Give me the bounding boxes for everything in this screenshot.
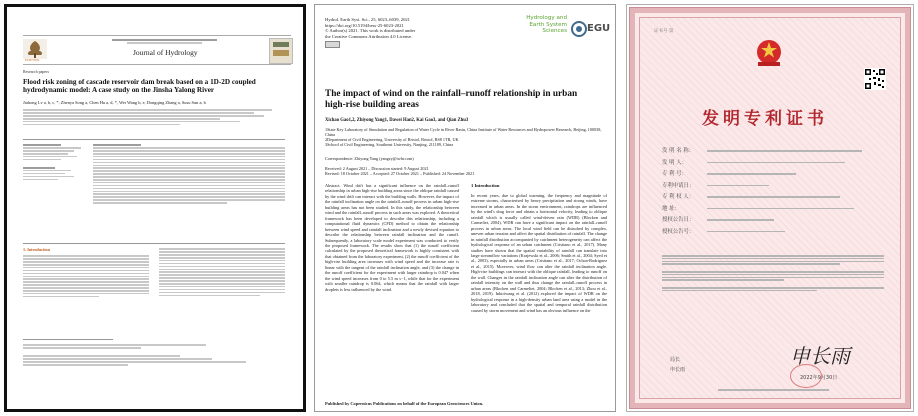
hess-paper-page[interactable] <box>314 4 616 412</box>
director-name: 申长雨 <box>670 367 686 373</box>
article-info-column <box>23 143 87 181</box>
field-row: 专 利 权 人： <box>662 194 695 200</box>
journal-cover-thumbnail <box>269 38 293 64</box>
certificate-number: 证书号 第 <box>654 29 674 34</box>
header-line: https://doi.org/10.5194/hess-25-6023-2021 <box>325 22 404 28</box>
field-row: 授权公告日： <box>662 217 695 223</box>
director-signature: 申长雨 <box>790 344 850 368</box>
header-line: © Author(s) 2021. This work is distributed under <box>325 28 416 34</box>
elsevier-logo <box>23 39 47 59</box>
field-row: 发 明 名 称： <box>662 148 695 154</box>
affiliations <box>325 127 607 147</box>
patent-certificate[interactable] <box>626 4 914 412</box>
journal-header <box>23 35 291 65</box>
intro-column-right <box>159 247 285 297</box>
intro-column-left <box>23 254 149 299</box>
egu-text: EGU <box>587 23 611 34</box>
author-line: Xichao Gao1,2, Zhiyong Yang1, Dawei Han2, Kai Gao3, and Qian Zhu3 <box>325 118 469 123</box>
header-line: the Creative Commons Attribution 4.0 License. <box>325 33 413 39</box>
introduction-heading: 1 Introduction <box>471 183 500 188</box>
qr-code-icon <box>864 68 886 90</box>
affiliation: 3School of Civil Engineering, Southeast University, Nanjing, 211189, China <box>325 142 454 148</box>
paper-title: The impact of wind on the rainfall–runoff relationship in urban high-rise building areas <box>325 89 578 110</box>
citation-header <box>325 17 525 39</box>
certificate-body-text <box>662 254 884 292</box>
certificate-frame <box>630 8 910 408</box>
certificate-fields <box>662 146 884 238</box>
correspondence: Correspondence: Zhiyong Yang (yangzy@iwhr.com) <box>325 156 414 161</box>
certificate-title: 发明专利证书 <box>702 109 828 129</box>
publisher-footer: Published by Copernicus Publications on behalf of the European Geosciences Union. <box>325 401 484 406</box>
introduction-text: In recent years, due to global warming, the frequency and magnitude of extreme storms, characterised by heavy precipitation and strong winds, have increased in urban areas. In the storm environment, raindrops are influenced by the wind's drag force and obtain a horizontal velocity, leading to oblique rainfall which is usually called wind-driven rain (WDR) (Blocken and Carmeliet, 2004). WDR can have a significant impact on the rainfall–runoff process in urban areas. The local wind field can be disturbed by complex, uneven urban terrains and affect the spatial distribution of rainfall. The change in rainfall distribution accompanied by catchment heterogeneity can affect the hydrological response of an urban catchment (Cristiano et al., 2017). Many studies have shown that the spatial variability of rainfall can translate into large streamflow variations (Krajewski et al., 2006; Smith et al., 2004; Syed et al., 2003), especially in urban areas (Cristiano et al., 2017; Ochoa-Rodriguez et al., 2015). Moreover, wind flow can alter the rainfall inclination angle. High-rise buildings can interact with the oblique rainfall, leading to runoff on the wall. Changes in the rainfall inclination angle can alter the distribution of rainfall intensity on the wall and thus change the rainfall–runoff process in urban areas (Blocken and Carmeliet, 2004; Blocken et al., 2013; Zhou et al., 2018, 2019). Inkiriwang et al. (2012) explored the impact of WDR on the hydrological response in a high-density urban land area using a model in the laboratory and concluded that the spatial and temporal rainfall distribution caused by storm movement and wind has an obvious influence on the <box>471 193 607 313</box>
field-row: 授权公告号： <box>662 228 695 235</box>
author-line: Jiahong Lv a, b, c, *, Zhenya Song a, Chen Hu a, d, *, Wei Wang b, e, Dongqing Zhang a, Susu Sun a, b <box>23 100 206 105</box>
journal-title: Journal of Hydrology <box>133 48 198 57</box>
national-emblem-icon <box>752 38 786 68</box>
header-line: Hydrol. Earth Syst. Sci., 25, 6023–6039, 2021 <box>325 17 410 22</box>
director-label: 局长 <box>670 357 681 363</box>
introduction-heading: 1. Introduction <box>23 247 50 252</box>
field-row: 发 明 人： <box>662 159 687 166</box>
affiliation: 1State Key Laboratory of Simulation and Regulation of Water Cycle in River Basin, China Institute of Water Resources and Hydropower Research, Beijing, 100038, China <box>325 127 602 138</box>
cc-license-icon <box>325 41 340 48</box>
footnote-block <box>23 343 285 367</box>
egu-logo <box>571 17 609 41</box>
abstract-text: Abstract. Wind drift has a significant influence on the rainfall–runoff relationship in urban high-rise building areas since the oblique rainfall caused by the wind drift can interact with the building walls. However, the impact of the rainfall inclination angle on the rainfall–runoff process in urban high-rise building areas has not been studied. In this study, the relationship between wind and the rainfall–runoff process in such areas was explored. A theoretical framework has been developed to describe this relationship, including a computational fluid dynamics (CFD) method to obtain the relationship between wind speed and rainfall inclination and a newly devised equation to describe the relationship between rainfall inclination and the runoff. Subsequently, a laboratory scale model experiment was conducted to verify the proposed framework. The results show that (1) the runoff coefficient calculated by the proposed theoretical framework is highly consistent with that obtained from the laboratory experiment, (2) the runoff coefficient of the high-rise building area increases with wind speed and the increase rate is linear with the tangent of the rainfall inclination angle, and (3) the change in the runoff coefficient for the experiment with larger raindrop is 0.047 when the wind speed increases from 0 to 5.5 m s−1, while that for the experiment with smaller raindrop is 0.064, which means that the rainfall with larger droplets is less influenced by the wind. <box>325 183 459 292</box>
journal-logo-text: Hydrology and Earth System Sciences <box>526 15 567 35</box>
certificate-footer <box>662 388 884 392</box>
dates: Received: 2 August 2021 – Discussion started: 9 August 2021 Revised: 18 October 2021 – Accepted: 27 October 2021 – Published: 24 November 2021 <box>325 166 475 177</box>
field-row: 专 利 号： <box>662 171 687 177</box>
certificate-date: 2022年9月30日 <box>800 375 838 381</box>
affiliation-block <box>23 108 285 127</box>
affiliation: 2Department of Civil Engineering, University of Bristol, Bristol, BS8 1TR, UK <box>325 137 459 143</box>
abstract-block <box>93 143 285 205</box>
field-row: 专利申请日： <box>662 182 695 189</box>
journal-of-hydrology-paper-page[interactable] <box>4 4 306 412</box>
publisher-name: ELSEVIER <box>25 58 40 62</box>
certificate-inner <box>639 17 901 399</box>
paper-title: Flood risk zoning of cascade reservoir dam break based on a 1D-2D coupled hydrodynamic model: A case study on the Jinsha Yalong River <box>23 78 256 95</box>
section-label: Research papers <box>23 69 50 74</box>
field-row: 地 址： <box>662 205 680 212</box>
